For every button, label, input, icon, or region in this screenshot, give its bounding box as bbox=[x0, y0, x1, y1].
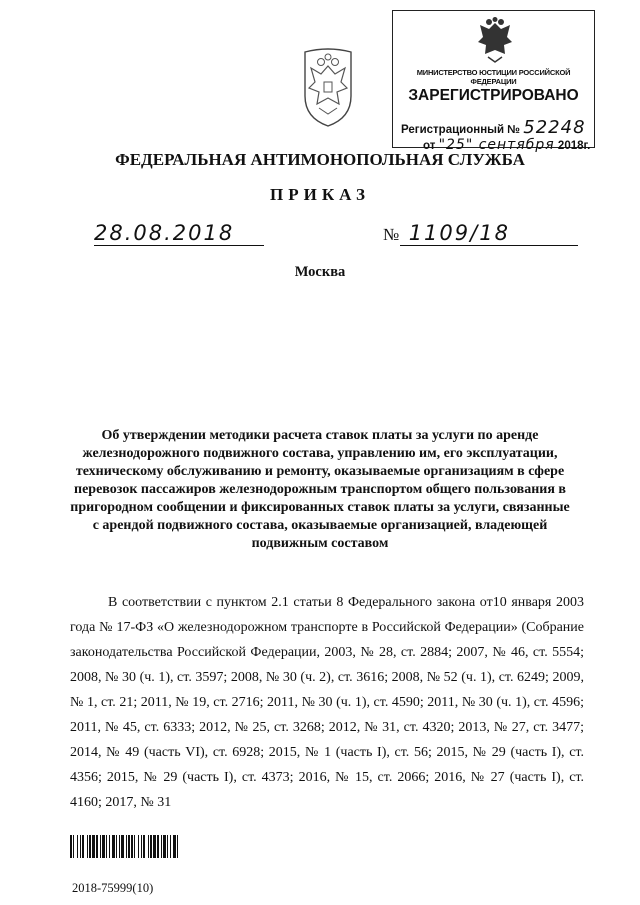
document-type: ПРИКАЗ bbox=[270, 185, 370, 204]
stamp-ministry-name: МИНИСТЕРСТВО ЮСТИЦИИ РОССИЙСКОЙ ФЕДЕРАЦИИ bbox=[416, 68, 571, 86]
stamp-status: ЗАРЕГИСТРИРОВАНО bbox=[408, 87, 579, 104]
stamp-registration-row bbox=[401, 117, 586, 138]
agency-name: ФЕДЕРАЛЬНАЯ АНТИМОНОПОЛЬНАЯ СЛУЖБА bbox=[115, 150, 525, 169]
document-registration-number: 2018-75999(10) bbox=[72, 881, 154, 895]
stamp-date-year: 2018г. bbox=[557, 140, 591, 152]
barcode-icon bbox=[70, 835, 180, 858]
stamp-date-prefix: от bbox=[423, 140, 436, 152]
coat-of-arms-icon bbox=[299, 48, 357, 128]
order-number-label: № bbox=[383, 225, 400, 244]
registration-stamp bbox=[392, 10, 595, 153]
order-date: 28.08.2018 bbox=[94, 221, 264, 246]
order-number-value: 1109/18 bbox=[408, 221, 510, 245]
body-paragraph: В соответствии с пунктом 2.1 статьи 8 Федерального закона от10 января 2003 года № 17-ФЗ «О железнодорожном транспорте в Российской Федерации» (Собрание законодательства Российской Федерации, 2003, № 28, ст. 2884; 2007, № 46, ст. 5554; 2008, № 30 (ч. 1), ст. 3597; 2008, № 30 (ч. 2), ст. 3616; 2008, № 52 (ч. 1), ст. 6249; 2009, № 1, ст. 21; 2011, № 19, ст. 2716; 2011, № 30 (ч. 1), ст. 4590; 2011, № 30 (ч. 1), ст. 4596; 2011, № 45, ст. 6333; 2012, № 25, ст. 3268; 2012, № 31, ст. 4320; 2013, № 27, ст. 3477; 2014, № 49 (часть VI), ст. 6928; 2015, № 1 (часть I), ст. 56; 2015, № 29 (часть I), ст. 4356; 2015, № 29 (часть I), ст. 4373; 2016, № 15, ст. 2066; 2016, № 27 (часть I), ст. 4160; 2017, № 31 bbox=[70, 595, 584, 810]
document-subject: Об утверждении методики расчета ставок платы за услуги по аренде железнодорожного подвижного состава, управлению им, его эксплуатации, техническому обслуживанию и ремонту, оказываемые организациям в сфере перевозок пассажиров железнодорожным транспортом общего пользования в пригородном сообщении и фиксированных ставок платы за услуги, связанные с арендой подвижного состава, оказываемые организацией, владеющей подвижным составом bbox=[70, 428, 570, 551]
ministry-emblem-icon bbox=[475, 17, 515, 63]
stamp-reg-number: 52248 bbox=[523, 117, 586, 138]
order-number bbox=[400, 221, 578, 246]
city: Москва bbox=[294, 264, 346, 280]
stamp-date-handwritten: "25" сентября bbox=[438, 137, 555, 153]
stamp-reg-label: Регистрационный № bbox=[401, 124, 521, 136]
